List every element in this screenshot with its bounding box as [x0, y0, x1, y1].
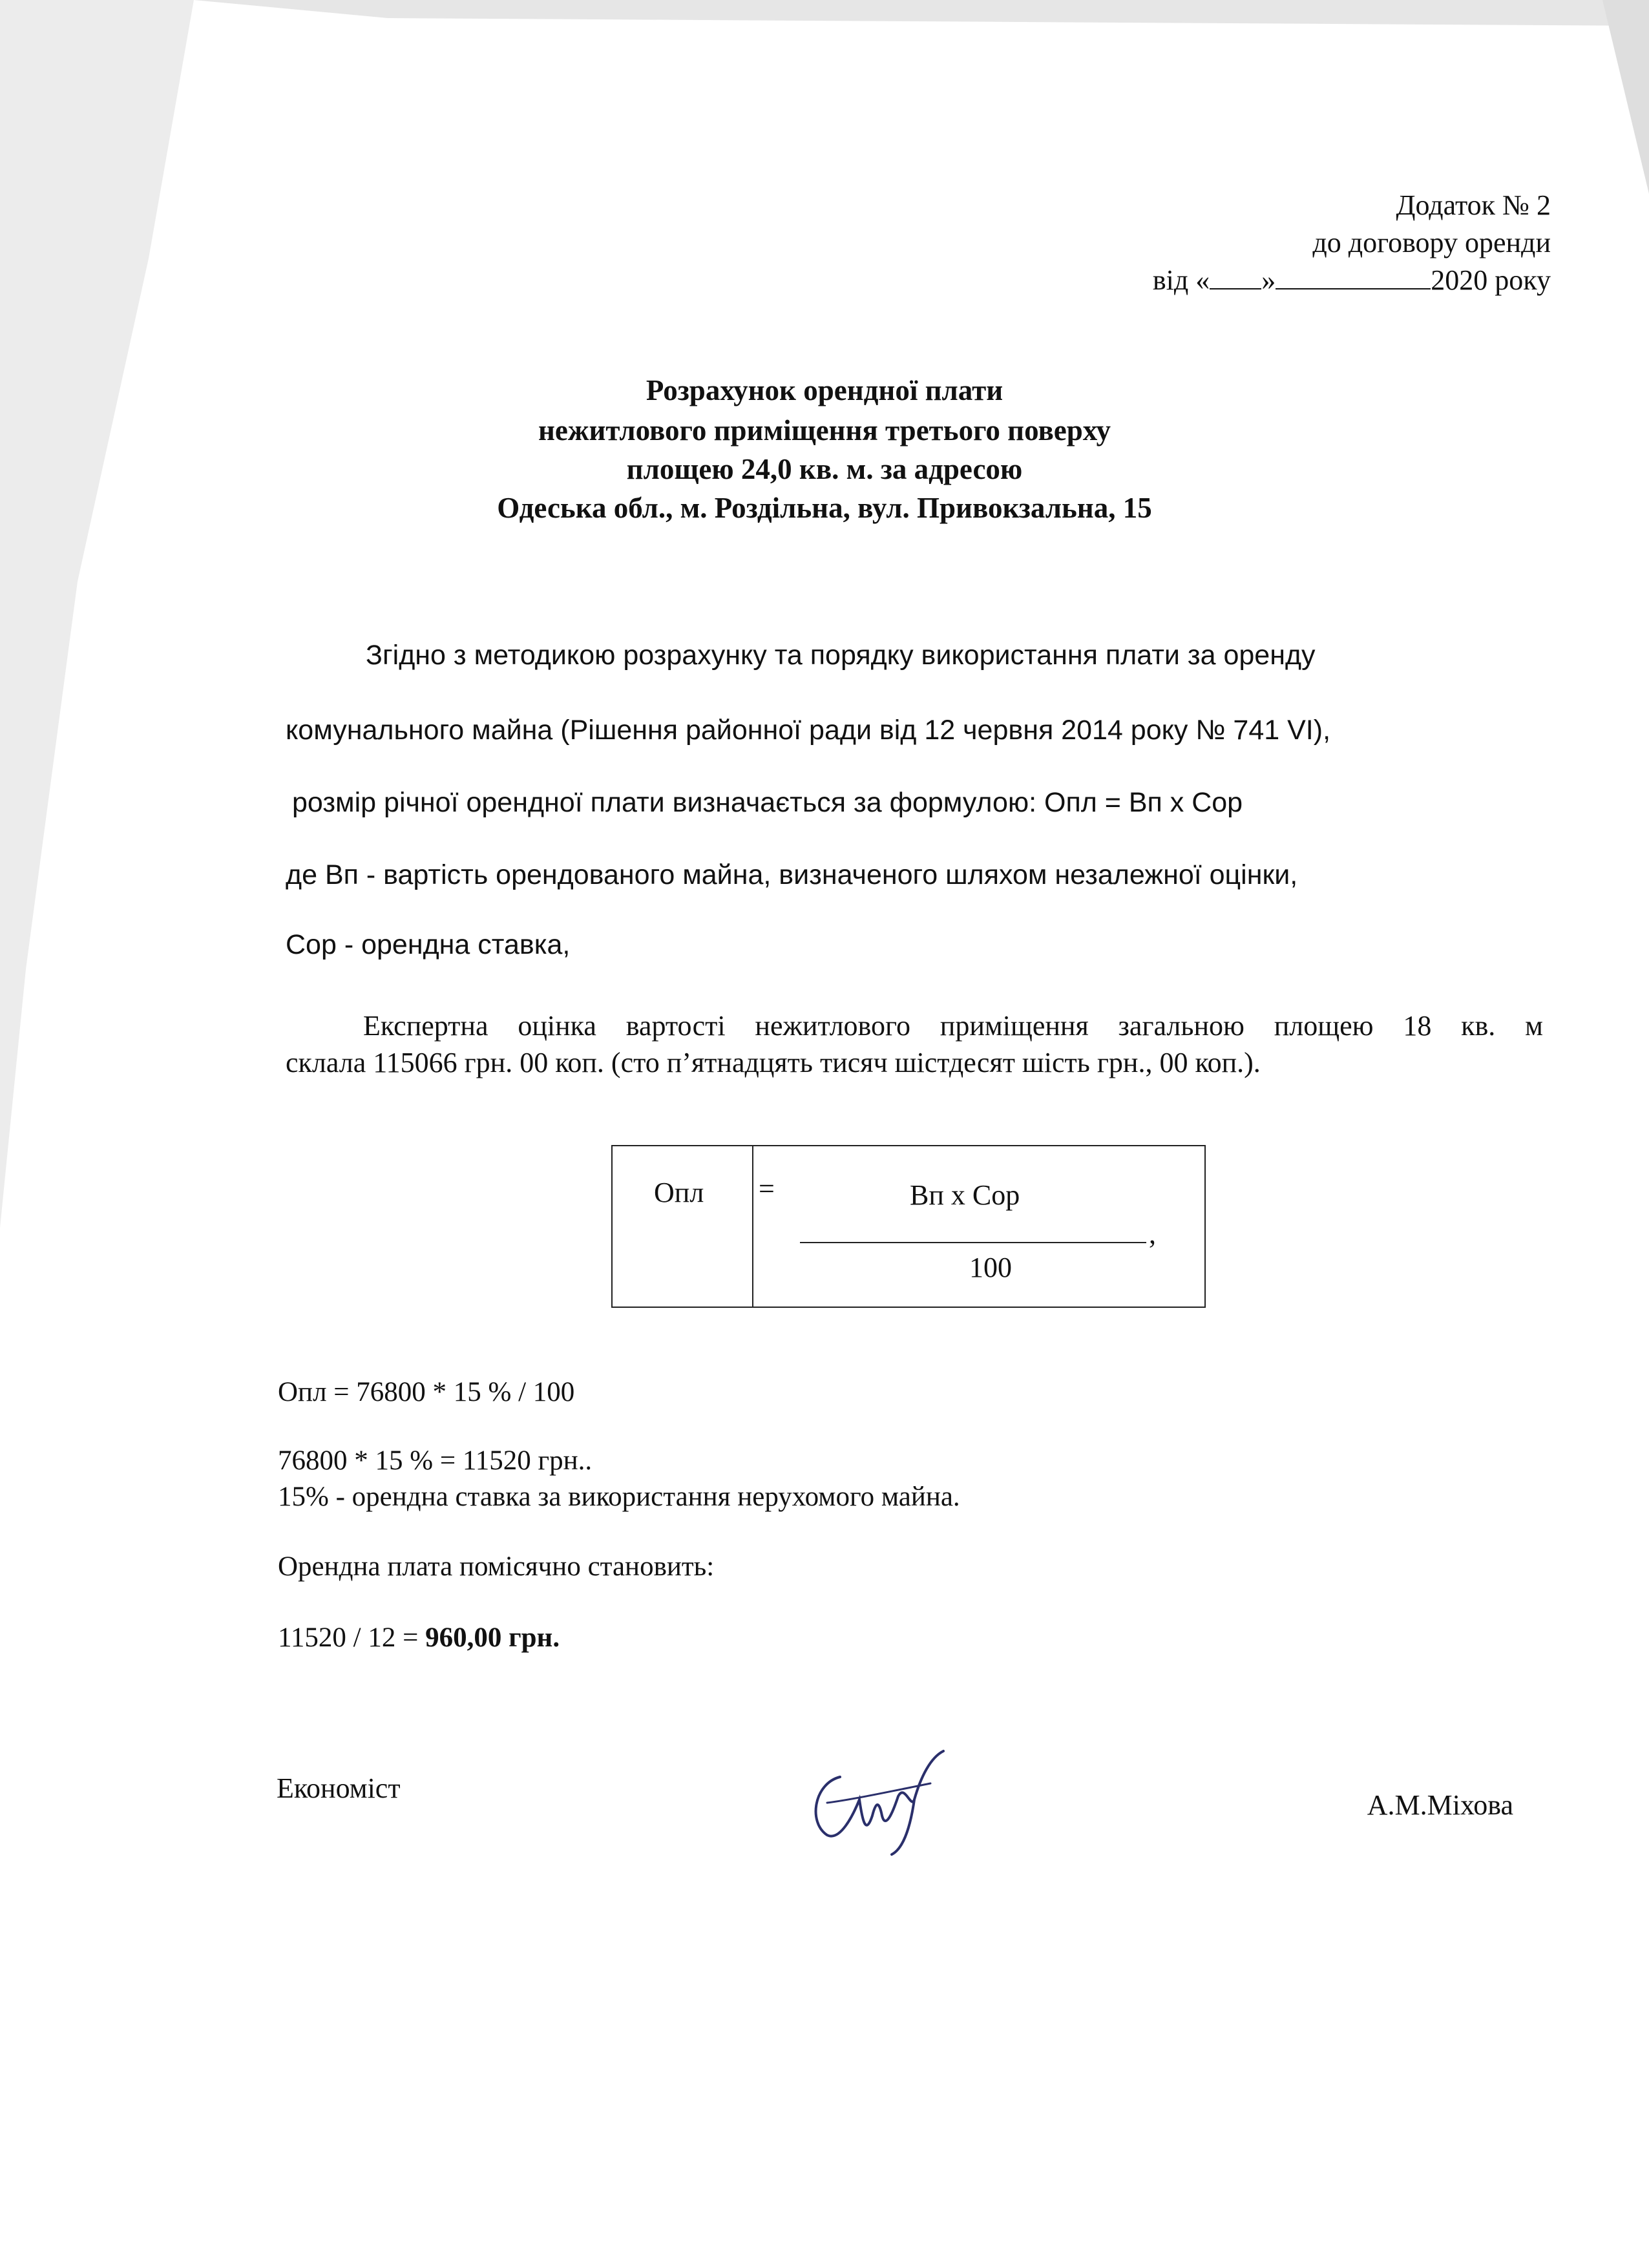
formula-definition-line: розмір річної орендної плати визначається за формулою: Опл = Вп х Сор: [292, 787, 1243, 818]
appendix-contract-ref: до договору оренди: [1312, 227, 1551, 258]
date-prefix: від «: [1152, 264, 1210, 296]
date-day-blank: [1210, 266, 1261, 289]
date-suffix: 2020 року: [1431, 264, 1551, 296]
formula-table: [611, 1145, 1206, 1308]
formula-equals: =: [759, 1173, 775, 1204]
expert-valuation-line1: Експертна оцінка вартості нежитлового приміщення загальною площею 18 кв. м: [363, 1010, 1543, 1042]
expert-valuation-line2: склала 115066 грн. 00 коп. (сто п’ятнадцять тисяч шістдесят шість грн., 00 коп.).: [286, 1047, 1261, 1078]
formula-lhs: Опл: [654, 1177, 704, 1208]
formula-denominator: 100: [969, 1252, 1012, 1283]
title-address: Одеська обл., м. Роздільна, вул. Привокзальна, 15: [497, 492, 1152, 524]
formula-comma: ,: [1149, 1218, 1156, 1250]
signatory-position: Економіст: [277, 1772, 401, 1804]
sor-definition-line: Сор - орендна ставка,: [286, 929, 571, 960]
calc-monthly-label: Орендна плата помісячно становить:: [278, 1551, 715, 1582]
council-decision-line: комунального майна (Рішення районної ради від 12 червня 2014 року № 741 VI),: [286, 715, 1331, 746]
calc-rate-line: 15% - орендна ставка за використання нерухомого майна.: [278, 1482, 960, 1512]
title-premises: нежитлового приміщення третього поверху: [538, 414, 1111, 446]
date-mid: »: [1261, 264, 1276, 296]
date-month-blank: [1276, 266, 1431, 289]
calc-monthly-result: [278, 1622, 560, 1654]
expert-valuation-paragraph: [286, 1009, 1543, 1079]
formula-fraction-bar: [800, 1242, 1146, 1243]
calc-annual-line: 76800 * 15 % = 11520 грн..: [278, 1445, 593, 1476]
appendix-number: Додаток № 2: [1396, 189, 1551, 221]
methodology-paragraph: Згідно з методикою розрахунку та порядку використання плати за оренду: [366, 640, 1316, 671]
formula-numerator: Вп х Сор: [910, 1179, 1020, 1211]
document-title: Розрахунок орендної плати: [646, 374, 1003, 406]
formula-table-divider: [752, 1146, 753, 1307]
vp-definition-line: де Вп - вартість орендованого майна, визначеного шляхом незалежної оцінки,: [286, 859, 1298, 890]
calc-monthly-amount: 960,00 грн.: [425, 1622, 560, 1653]
title-area: площею 24,0 кв. м. за адресою: [626, 453, 1023, 485]
calc-formula-line: Опл = 76800 * 15 % / 100: [278, 1377, 575, 1407]
appendix-date: [1153, 264, 1551, 297]
handwritten-signature: [801, 1738, 956, 1861]
calc-monthly-expression: 11520 / 12 =: [278, 1622, 426, 1653]
signatory-name: А.М.Міхова: [1367, 1789, 1513, 1821]
